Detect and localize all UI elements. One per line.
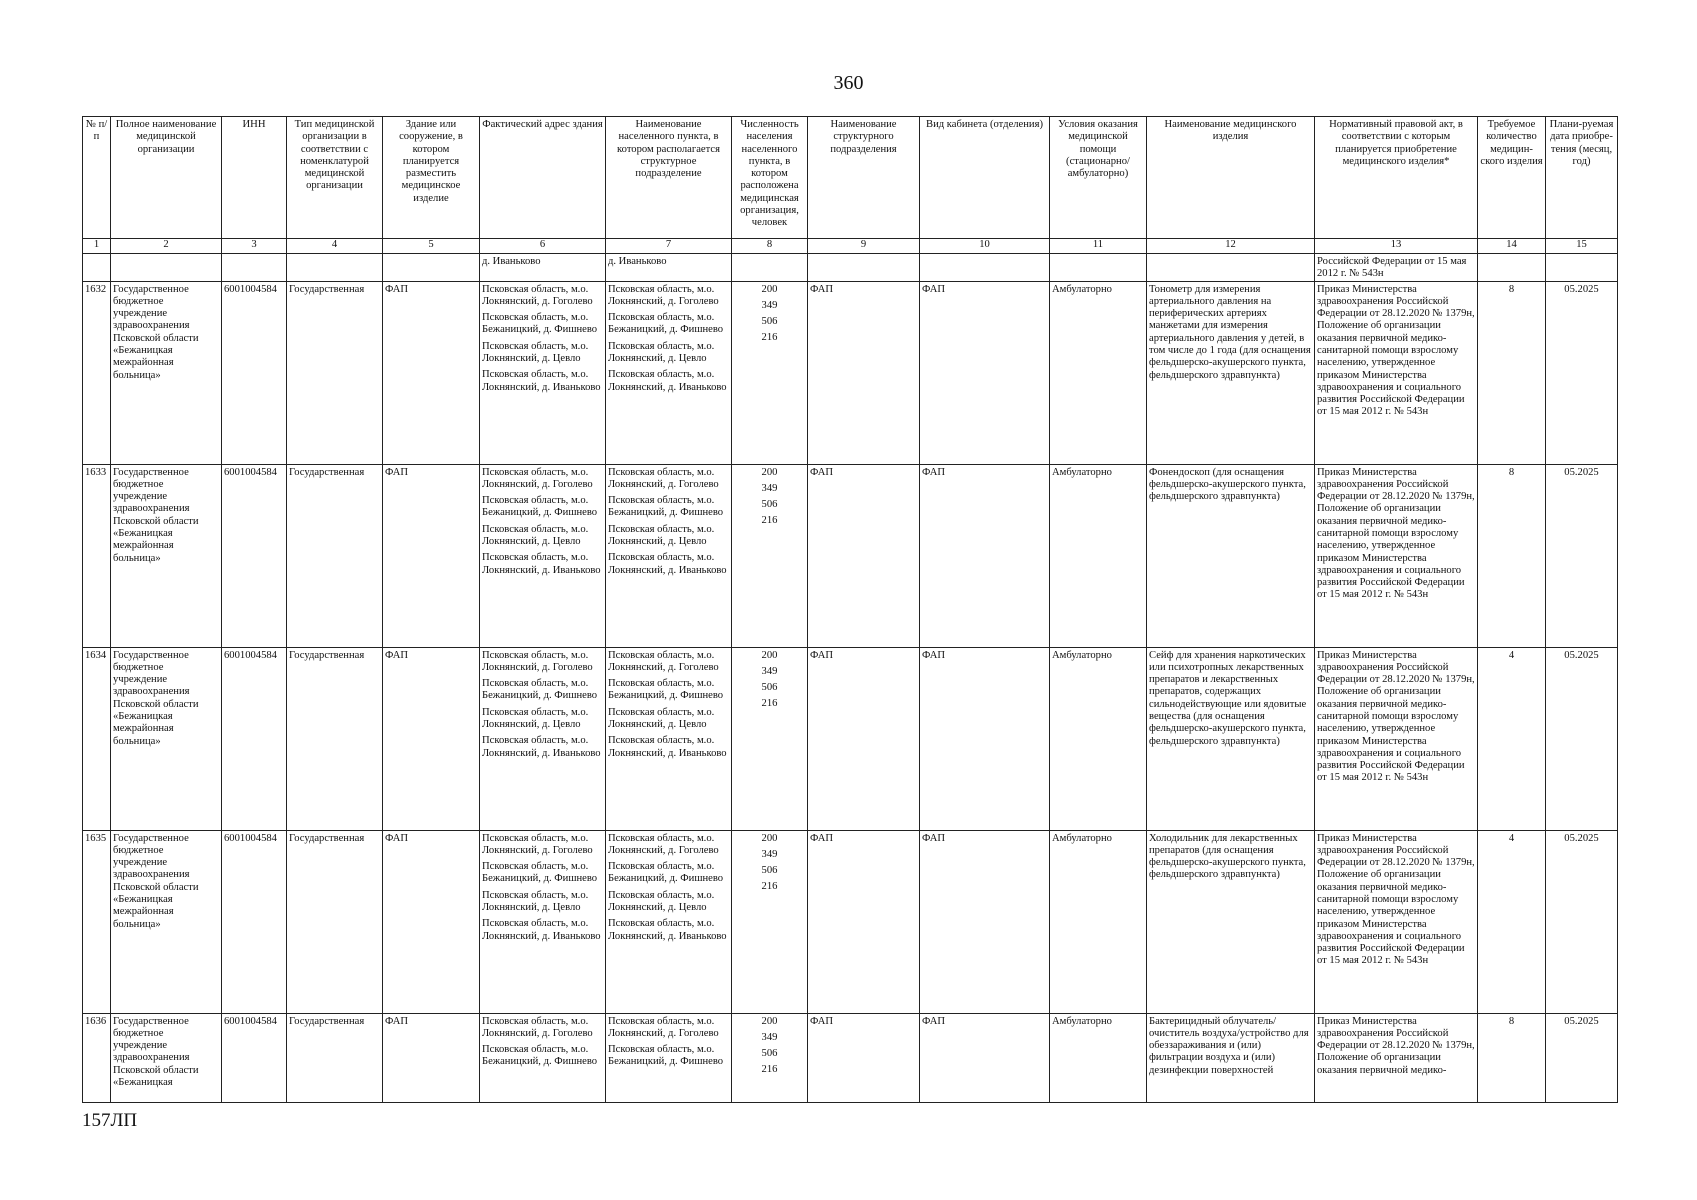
header-cell: № п/п — [83, 117, 111, 239]
settlement-item: Псковская область, м.о. Локнянский, д. Цевло — [608, 706, 715, 730]
population — [732, 1013, 808, 1102]
quantity: 4 — [1478, 647, 1546, 830]
organization-type: Государственная — [287, 1013, 383, 1102]
population-item: 506 — [761, 682, 778, 694]
settlement — [606, 647, 732, 830]
population — [732, 281, 808, 464]
cell — [1546, 254, 1618, 282]
cell — [1147, 254, 1315, 282]
cell — [83, 254, 111, 282]
column-number: 9 — [808, 239, 920, 254]
planned-date: 05.2025 — [1546, 1013, 1618, 1102]
planned-date: 05.2025 — [1546, 647, 1618, 830]
settlement-item: Псковская область, м.о. Бежаницкий, д. Фишнево — [608, 312, 724, 336]
settlement — [606, 1013, 732, 1102]
header-cell: Фактический адрес здания — [480, 117, 606, 239]
organization-type: Государственная — [287, 281, 383, 464]
address-item: Псковская область, м.о. Локнянский, д. Иваньково — [482, 735, 601, 759]
population — [732, 464, 808, 647]
table-row — [83, 281, 1618, 464]
device-name: Тонометр для измерения артериального давления на периферических артериях манжетами для измерения артериального давления у детей, в том числе до 1 года (для оснащения фельдшерско-акушерского пункта, фельдшерского здравпункта) — [1147, 281, 1315, 464]
address-item: Псковская область, м.о. Локнянский, д. Гоголево — [482, 283, 593, 307]
header-cell: Вид кабинета (отделения) — [920, 117, 1050, 239]
header-cell: ИНН — [222, 117, 287, 239]
care-conditions: Амбулаторно — [1050, 464, 1147, 647]
device-name: Фонендоскоп (для оснащения фельдшерско-акушерского пункта, фельдшерского здравпункта) — [1147, 464, 1315, 647]
column-number: 10 — [920, 239, 1050, 254]
settlement-item: Псковская область, м.о. Локнянский, д. Гоголево — [608, 283, 719, 307]
quantity: 8 — [1478, 281, 1546, 464]
cell — [111, 254, 222, 282]
cabinet-type: ФАП — [920, 1013, 1050, 1102]
column-number: 2 — [111, 239, 222, 254]
address — [480, 830, 606, 1013]
population-item: 216 — [761, 1064, 778, 1076]
planned-date: 05.2025 — [1546, 464, 1618, 647]
settlement-item: Псковская область, м.о. Локнянский, д. Гоголево — [608, 466, 719, 490]
settlement — [606, 464, 732, 647]
column-number: 15 — [1546, 239, 1618, 254]
population-item: 506 — [761, 1048, 778, 1060]
settlement-item: Псковская область, м.о. Бежаницкий, д. Фишнево — [608, 1044, 724, 1068]
footer-code: 157ЛП — [82, 1110, 138, 1131]
population-item: 200 — [761, 466, 778, 478]
organization-name: Государственное бюджетное учреждение здравоохранения Псковской области «Бежаницкая межрайонная больница» — [111, 830, 222, 1013]
settlement-item: Псковская область, м.о. Локнянский, д. Иваньково — [608, 918, 727, 942]
row-number: 1633 — [83, 464, 111, 647]
address-item: Псковская область, м.о. Бежаницкий, д. Фишнево — [482, 495, 598, 519]
address-item: Псковская область, м.о. Локнянский, д. Иваньково — [482, 552, 601, 576]
structural-unit: ФАП — [808, 830, 920, 1013]
inn: 6001004584 — [222, 830, 287, 1013]
carry-settlement: д. Иваньково — [606, 254, 732, 282]
settlement-item: Псковская область, м.о. Локнянский, д. Цевло — [608, 523, 715, 547]
settlement-item: Псковская область, м.о. Бежаницкий, д. Фишнево — [608, 678, 724, 702]
population-item: 506 — [761, 865, 778, 877]
organization-type: Государственная — [287, 464, 383, 647]
column-number: 5 — [383, 239, 480, 254]
address-item: Псковская область, м.о. Локнянский, д. Цевло — [482, 889, 589, 913]
column-number: 1 — [83, 239, 111, 254]
row-number: 1635 — [83, 830, 111, 1013]
settlement-item: Псковская область, м.о. Бежаницкий, д. Фишнево — [608, 861, 724, 885]
settlement-item: Псковская область, м.о. Локнянский, д. Гоголево — [608, 1015, 719, 1039]
header-cell: Условия оказания медицинской помощи (стационарно/ амбулаторно) — [1050, 117, 1147, 239]
quantity: 8 — [1478, 1013, 1546, 1102]
population-item: 349 — [761, 848, 778, 860]
population-item: 349 — [761, 299, 778, 311]
quantity: 4 — [1478, 830, 1546, 1013]
settlement-item: Псковская область, м.о. Локнянский, д. Цевло — [608, 340, 715, 364]
cell — [287, 254, 383, 282]
address-item: Псковская область, м.о. Локнянский, д. Цевло — [482, 706, 589, 730]
page-number: 360 — [833, 72, 864, 94]
settlement — [606, 830, 732, 1013]
address — [480, 464, 606, 647]
population-item: 200 — [761, 649, 778, 661]
cell — [1050, 254, 1147, 282]
address-item: Псковская область, м.о. Бежаницкий, д. Фишнево — [482, 1044, 598, 1068]
header-cell: Нормативный правовой акт, в соответствии с которым планируется приобретение медицинского изделия* — [1315, 117, 1478, 239]
header-cell: Наименование медицинского изделия — [1147, 117, 1315, 239]
structural-unit: ФАП — [808, 281, 920, 464]
cell — [920, 254, 1050, 282]
header-cell: Численность населения населенного пункта, в котором расположена медицинская организация, человек — [732, 117, 808, 239]
building: ФАП — [383, 1013, 480, 1102]
cell — [1478, 254, 1546, 282]
settlement-item: Псковская область, м.о. Локнянский, д. Гоголево — [608, 649, 719, 673]
quantity: 8 — [1478, 464, 1546, 647]
table-row — [83, 464, 1618, 647]
table-row — [83, 647, 1618, 830]
inn: 6001004584 — [222, 1013, 287, 1102]
settlement-item: Псковская область, м.о. Локнянский, д. Цевло — [608, 889, 715, 913]
carry-act: Российской Федерации от 15 мая 2012 г. № 543н — [1315, 254, 1478, 282]
settlement-item: Псковская область, м.о. Локнянский, д. Гоголево — [608, 832, 719, 856]
row-number: 1632 — [83, 281, 111, 464]
cabinet-type: ФАП — [920, 647, 1050, 830]
carry-address: д. Иваньково — [480, 254, 606, 282]
legal-act: Приказ Министерства здравоохранения Российской Федерации от 28.12.2020 № 1379н, Положение об организации оказания первичной медико-санитарной помощи взрослому населению, утвержденное приказом Министерства здравоохранения и социального развития Российской Федерации от 15 мая 2012 г. № 543н — [1315, 464, 1478, 647]
address-item: Псковская область, м.о. Локнянский, д. Цевло — [482, 340, 589, 364]
address-item: Псковская область, м.о. Локнянский, д. Иваньково — [482, 918, 601, 942]
structural-unit: ФАП — [808, 647, 920, 830]
column-number: 8 — [732, 239, 808, 254]
settlement-item: Псковская область, м.о. Локнянский, д. Иваньково — [608, 735, 727, 759]
organization-name: Государственное бюджетное учреждение здравоохранения Псковской области «Бежаницкая межрайонная больница» — [111, 647, 222, 830]
cabinet-type: ФАП — [920, 464, 1050, 647]
planned-date: 05.2025 — [1546, 281, 1618, 464]
row-number: 1634 — [83, 647, 111, 830]
device-name: Сейф для хранения наркотических или психотропных лекарственных препаратов и лекарственных препаратов, содержащих сильнодействующие или ядовитые вещества (для оснащения фельдшерско-акушерского пункта, фельдшерского здравпункта) — [1147, 647, 1315, 830]
cabinet-type: ФАП — [920, 281, 1050, 464]
population — [732, 647, 808, 830]
population-item: 506 — [761, 499, 778, 511]
organization-name: Государственное бюджетное учреждение здравоохранения Псковской области «Бежаницкая — [111, 1013, 222, 1102]
inn: 6001004584 — [222, 647, 287, 830]
cell — [383, 254, 480, 282]
column-number: 11 — [1050, 239, 1147, 254]
address — [480, 647, 606, 830]
population-item: 506 — [761, 316, 778, 328]
population-item: 216 — [761, 698, 778, 710]
header-cell: Наименование населенного пункта, в котором располагается структурное подразделение — [606, 117, 732, 239]
address-item: Псковская область, м.о. Локнянский, д. Гоголево — [482, 832, 593, 856]
planned-date: 05.2025 — [1546, 830, 1618, 1013]
care-conditions: Амбулаторно — [1050, 281, 1147, 464]
device-name: Бактерицидный облучатель/очиститель воздуха/устройство для обеззараживания и (или) фильтрации воздуха и (или) дезинфекции поверхностей — [1147, 1013, 1315, 1102]
population-item: 349 — [761, 1031, 778, 1043]
care-conditions: Амбулаторно — [1050, 647, 1147, 830]
cabinet-type: ФАП — [920, 830, 1050, 1013]
address-item: Псковская область, м.о. Бежаницкий, д. Фишнево — [482, 678, 598, 702]
legal-act: Приказ Министерства здравоохранения Российской Федерации от 28.12.2020 № 1379н, Положение об организации оказания первичной медико- — [1315, 1013, 1478, 1102]
row-number: 1636 — [83, 1013, 111, 1102]
organization-name: Государственное бюджетное учреждение здравоохранения Псковской области «Бежаницкая межрайонная больница» — [111, 281, 222, 464]
column-number: 6 — [480, 239, 606, 254]
column-number: 14 — [1478, 239, 1546, 254]
settlement — [606, 281, 732, 464]
settlement-item: Псковская область, м.о. Локнянский, д. Иваньково — [608, 552, 727, 576]
column-number: 4 — [287, 239, 383, 254]
inn: 6001004584 — [222, 281, 287, 464]
address-item: Псковская область, м.о. Бежаницкий, д. Фишнево — [482, 861, 598, 885]
carry-over-row — [83, 254, 1618, 282]
organization-type: Государственная — [287, 830, 383, 1013]
address — [480, 281, 606, 464]
equipment-registry-table — [82, 116, 1618, 1103]
population-item: 200 — [761, 832, 778, 844]
device-name: Холодильник для лекарственных препаратов (для оснащения фельдшерско-акушерского пункта, фельдшерского здравпункта) — [1147, 830, 1315, 1013]
header-cell: Наименование структурного подразделения — [808, 117, 920, 239]
address — [480, 1013, 606, 1102]
legal-act: Приказ Министерства здравоохранения Российской Федерации от 28.12.2020 № 1379н, Положение об организации оказания первичной медико-санитарной помощи взрослому населению, утвержденное приказом Министерства здравоохранения и социального развития Российской Федерации от 15 мая 2012 г. № 543н — [1315, 830, 1478, 1013]
organization-type: Государственная — [287, 647, 383, 830]
population-item: 216 — [761, 881, 778, 893]
address-item: Псковская область, м.о. Локнянский, д. Гоголево — [482, 1015, 593, 1039]
table-row — [83, 830, 1618, 1013]
address-item: Псковская область, м.о. Локнянский, д. Гоголево — [482, 649, 593, 673]
population-item: 216 — [761, 332, 778, 344]
column-number: 3 — [222, 239, 287, 254]
header-cell: Плани-руемая дата приобре-тения (месяц, год) — [1546, 117, 1618, 239]
structural-unit: ФАП — [808, 1013, 920, 1102]
address-item: Псковская область, м.о. Локнянский, д. Цевло — [482, 523, 589, 547]
header-cell: Здание или сооружение, в котором планируется разместить медицинское изделие — [383, 117, 480, 239]
legal-act: Приказ Министерства здравоохранения Российской Федерации от 28.12.2020 № 1379н, Положение об организации оказания первичной медико-санитарной помощи взрослому населению, утвержденное приказом Министерства здравоохранения и социального развития Российской Федерации от 15 мая 2012 г. № 543н — [1315, 281, 1478, 464]
column-number-row — [83, 239, 1618, 254]
address-item: Псковская область, м.о. Локнянский, д. Иваньково — [482, 369, 601, 393]
care-conditions: Амбулаторно — [1050, 830, 1147, 1013]
header-row — [83, 117, 1618, 239]
building: ФАП — [383, 647, 480, 830]
settlement-item: Псковская область, м.о. Локнянский, д. Иваньково — [608, 369, 727, 393]
header-cell: Полное наименование медицинской организации — [111, 117, 222, 239]
column-number: 13 — [1315, 239, 1478, 254]
building: ФАП — [383, 464, 480, 647]
header-cell: Тип медицинской организации в соответствии с номенклатурой медицинской организации — [287, 117, 383, 239]
population — [732, 830, 808, 1013]
cell — [222, 254, 287, 282]
table-row — [83, 1013, 1618, 1102]
column-number: 12 — [1147, 239, 1315, 254]
address-item: Псковская область, м.о. Бежаницкий, д. Фишнево — [482, 312, 598, 336]
population-item: 200 — [761, 1015, 778, 1027]
structural-unit: ФАП — [808, 464, 920, 647]
population-item: 349 — [761, 482, 778, 494]
building: ФАП — [383, 830, 480, 1013]
header-cell: Требуемое количество медицин-ского изделия — [1478, 117, 1546, 239]
settlement-item: Псковская область, м.о. Бежаницкий, д. Фишнево — [608, 495, 724, 519]
address-item: Псковская область, м.о. Локнянский, д. Гоголево — [482, 466, 593, 490]
care-conditions: Амбулаторно — [1050, 1013, 1147, 1102]
inn: 6001004584 — [222, 464, 287, 647]
building: ФАП — [383, 281, 480, 464]
population-item: 349 — [761, 665, 778, 677]
legal-act: Приказ Министерства здравоохранения Российской Федерации от 28.12.2020 № 1379н, Положение об организации оказания первичной медико-санитарной помощи взрослому населению, утвержденное приказом Министерства здравоохранения и социального развития Российской Федерации от 15 мая 2012 г. № 543н — [1315, 647, 1478, 830]
column-number: 7 — [606, 239, 732, 254]
cell — [808, 254, 920, 282]
cell — [732, 254, 808, 282]
population-item: 200 — [761, 283, 778, 295]
population-item: 216 — [761, 515, 778, 527]
organization-name: Государственное бюджетное учреждение здравоохранения Псковской области «Бежаницкая межрайонная больница» — [111, 464, 222, 647]
